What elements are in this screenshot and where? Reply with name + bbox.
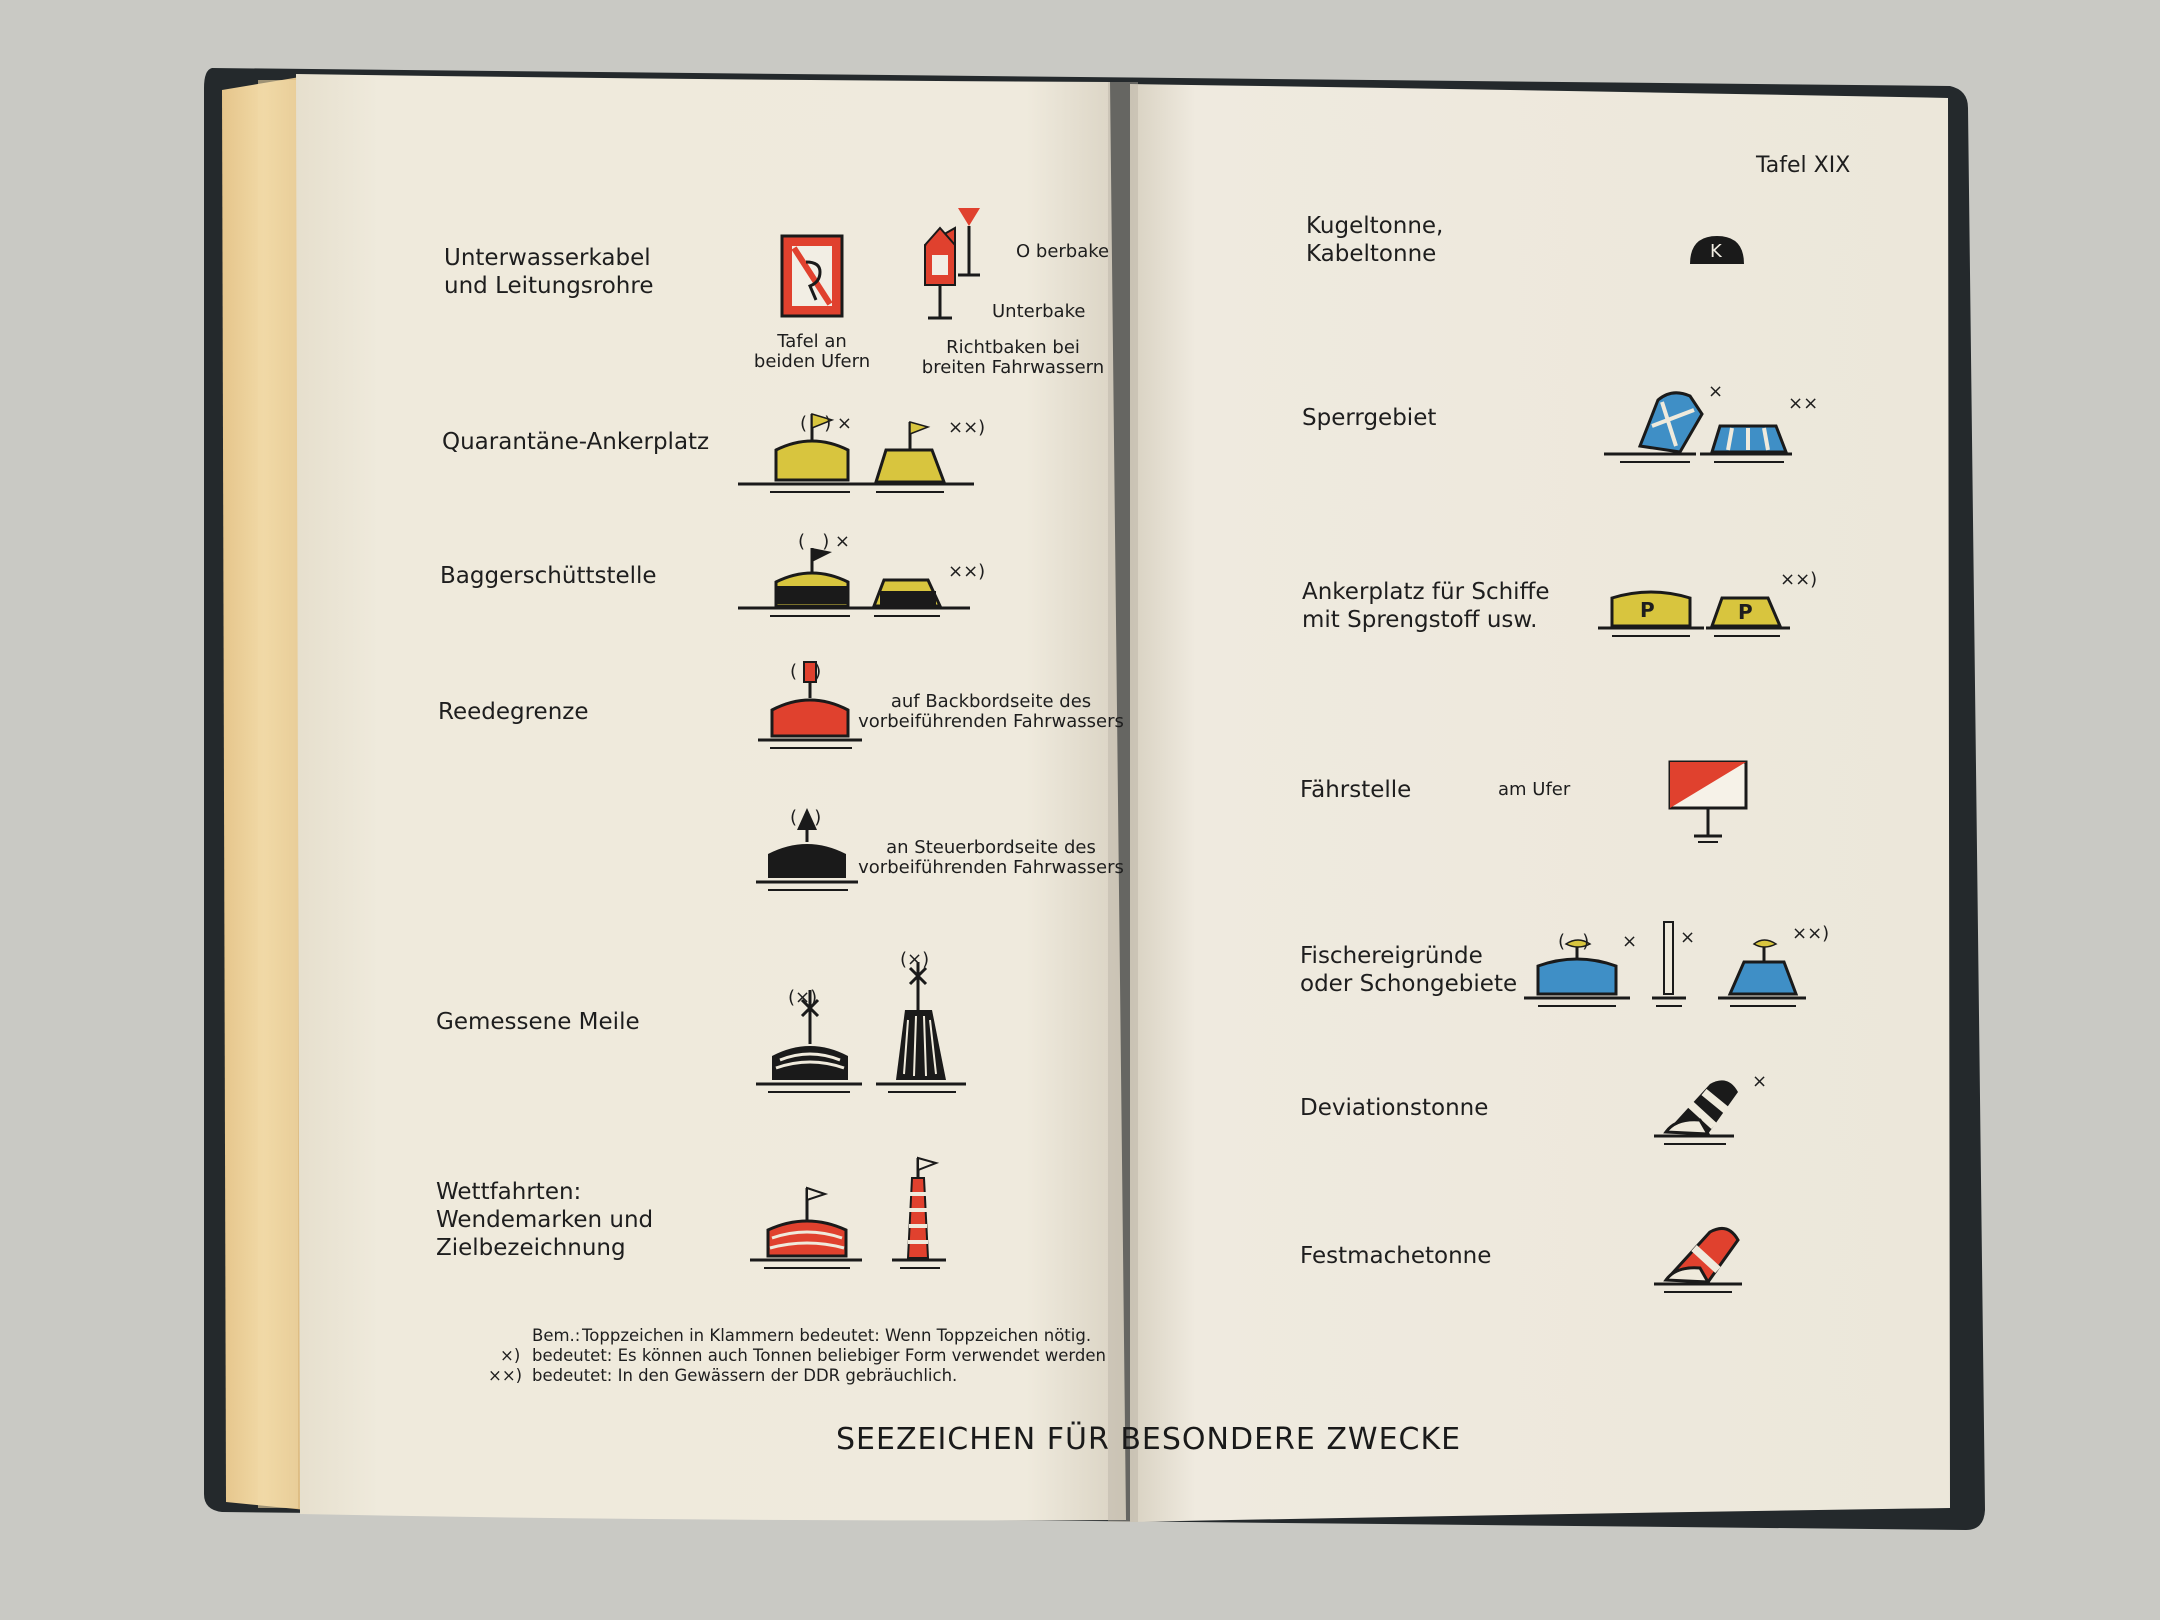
label-fischereigruende: Fischereigründe oder Schongebiete	[1300, 943, 1518, 997]
label-festmachetonne: Festmachetonne	[1300, 1243, 1492, 1269]
mark-sperr-single: ×	[1708, 381, 1724, 402]
label-upper-beacon: O berbake	[1016, 241, 1110, 262]
mark-steuerbord: ( )	[790, 807, 822, 828]
label-quarantaene: Quarantäne-Ankerplatz	[442, 429, 710, 455]
label-unterwasserkabel: Unterwasserkabel und Leitungsrohre	[444, 245, 654, 299]
footnote-prefix-1: Bem.:	[532, 1326, 581, 1345]
cable-sign-icon	[782, 236, 842, 316]
mark-fisch-pole: ×	[1680, 927, 1696, 948]
label-reedegrenze: Reedegrenze	[438, 699, 589, 725]
footnote-prefix-2: ×)	[500, 1346, 521, 1365]
label-faehrstelle: Fährstelle	[1300, 777, 1412, 803]
note-am-ufer: am Ufer	[1498, 779, 1571, 800]
caption-sign: Tafel an beiden Ufern	[753, 331, 871, 372]
mark-fisch-top: ( )	[1558, 931, 1590, 952]
buoy-letter-p-2: P	[1738, 600, 1753, 624]
label-ankerplatz: Ankerplatz für Schiffe mit Sprengstoff usw.	[1302, 579, 1550, 633]
label-gemessene-meile: Gemessene Meile	[436, 1009, 640, 1035]
label-wettfahrten: Wettfahrten: Wendemarken und Zielbezeichnung	[436, 1179, 654, 1261]
mark-bagger-double: ××)	[948, 561, 986, 582]
mark-reedegrenze: ( )	[790, 661, 822, 682]
footnote-line-1: Toppzeichen in Klammern bedeutet: Wenn Toppzeichen nötig.	[582, 1326, 1092, 1345]
right-page	[1130, 84, 1950, 1522]
mark-anker-double: ××)	[1780, 569, 1818, 590]
mark-meile-left: (×)	[788, 987, 818, 1008]
mark-meile-right: (×)	[900, 949, 930, 970]
label-deviationstonne: Deviationstonne	[1300, 1095, 1489, 1121]
left-page	[296, 74, 1126, 1520]
mark-sperr-double: ××	[1788, 393, 1819, 414]
mark-fisch-single: ×	[1622, 931, 1638, 952]
footnote-line-3: bedeutet: In den Gewässern der DDR gebräuchlich.	[532, 1366, 958, 1385]
label-lower-beacon: Unterbake	[992, 301, 1086, 322]
label-kugeltonne: Kugeltonne, Kabeltonne	[1306, 213, 1444, 267]
mark-deviation-single: ×	[1752, 1071, 1768, 1092]
page-title: SEEZEICHEN FÜR BESONDERE ZWECKE	[836, 1422, 1462, 1457]
caption-beacon: Richtbaken bei breiten Fahrwassern	[921, 337, 1105, 378]
buoy-letter-k: K	[1710, 241, 1722, 262]
note-backbord: auf Backbordseite des vorbeiführenden Fahrwassers	[858, 691, 1124, 732]
mark-bagger-single: ( ) ×	[798, 531, 851, 552]
label-baggerschuettstelle: Baggerschüttstelle	[440, 563, 657, 589]
mark-quarantaene-double: ××)	[948, 417, 986, 438]
note-steuerbord: an Steuerbordseite des vorbeiführenden Fahrwassers	[858, 837, 1124, 878]
footnote-line-2: bedeutet: Es können auch Tonnen beliebiger Form verwendet werden	[532, 1346, 1107, 1365]
mark-quarantaene-single: ( ) ×	[800, 413, 853, 434]
mark-fisch-double: ××)	[1792, 923, 1830, 944]
label-sperrgebiet: Sperrgebiet	[1302, 405, 1437, 431]
plate-number: Tafel XIX	[1756, 153, 1851, 178]
footnote-prefix-3: ××)	[488, 1366, 523, 1385]
buoy-letter-p-1: P	[1640, 598, 1655, 622]
